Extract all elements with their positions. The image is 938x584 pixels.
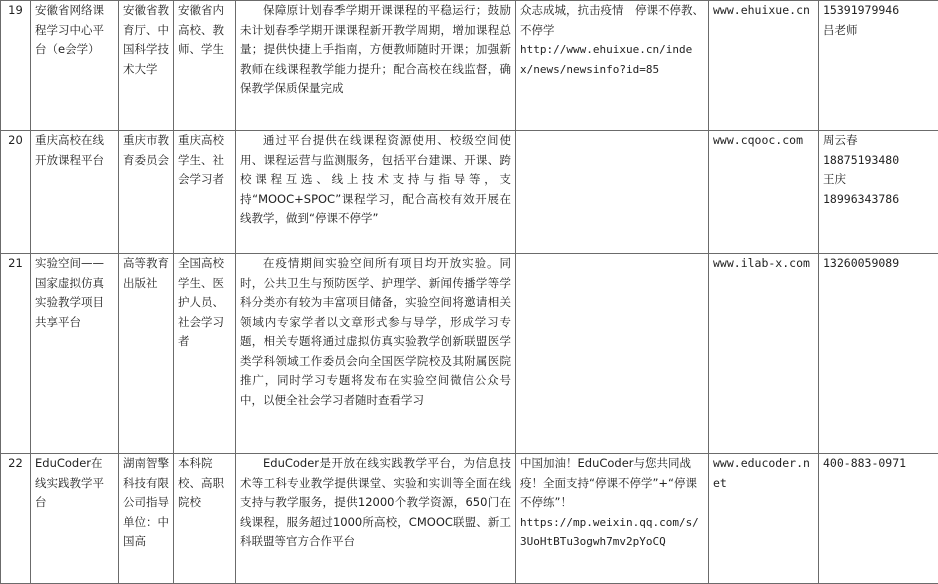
contact-phone: 15391979946 bbox=[823, 1, 934, 21]
platform-name: 实验空间——国家虚拟仿真实验教学项目共享平台 bbox=[31, 254, 119, 454]
contact-phone: 18996343786 bbox=[823, 190, 934, 210]
slogan-cell bbox=[516, 131, 709, 254]
slogan-link[interactable]: https://mp.weixin.qq.com/s/3UoHtBTu3ogwh7mv2pYoCQ bbox=[520, 513, 704, 552]
slogan-cell bbox=[516, 454, 709, 584]
contact-phone: 18875193480 bbox=[823, 151, 934, 171]
service-description-text: EduCoder是开放在线实践教学平台，为信息技术等工科专业教学提供课堂、实验和实训等全面在线支持与教学服务，提供12000个教学资源，650门在线课程，服务超过1000所高校，CMOOC联盟、新工科联盟等官方合作平台 bbox=[240, 454, 511, 552]
contact-cell bbox=[819, 1, 938, 131]
platform-name: EduCoder在线实践教学平台 bbox=[31, 454, 119, 584]
contact-cell bbox=[819, 131, 938, 254]
organizer: 安徽省教育厅、中国科学技术大学 bbox=[119, 1, 174, 131]
website-link[interactable]: www.ehuixue.cn bbox=[709, 1, 819, 131]
website-link[interactable]: www.cqooc.com bbox=[709, 131, 819, 254]
organizer: 高等教育出版社 bbox=[119, 254, 174, 454]
slogan-link[interactable]: http://www.ehuixue.cn/index/news/newsinfo?id=85 bbox=[520, 40, 704, 79]
service-description bbox=[236, 1, 516, 131]
contact-phone: 400-883-0971 bbox=[823, 454, 934, 474]
contact-name: 周云春 bbox=[823, 131, 934, 151]
slogan-cell bbox=[516, 254, 709, 454]
organizer: 湖南智擎科技有限公司指导单位：中国高 bbox=[119, 454, 174, 584]
row-number: 21 bbox=[1, 254, 31, 454]
row-number: 20 bbox=[1, 131, 31, 254]
service-description-text: 通过平台提供在线课程资源使用、校级空间使用、课程运营与监测服务，包括平台建课、开课、跨校课程互选、线上技术支持与指导等，支持“MOOC+SPOC”课程学习，配合高校有效开展在线教学，做到“停课不停学” bbox=[240, 131, 511, 229]
service-description bbox=[236, 131, 516, 254]
service-description bbox=[236, 254, 516, 454]
slogan-text: 众志成城，抗击疫情 停课不停教、不停学 bbox=[520, 1, 704, 40]
contact-name: 王庆 bbox=[823, 170, 934, 190]
slogan-text: 中国加油！EduCoder与您共同战疫！全面支持“停课不停学”+“停课不停练”！ bbox=[520, 454, 704, 513]
website-link[interactable]: www.ilab-x.com bbox=[709, 254, 819, 454]
service-description-text: 在疫情期间实验空间所有项目均开放实验。同时，公共卫生与预防医学、护理学、新闻传播学等学科分类亦有较为丰富项目储备，实验空间将邀请相关领域内专家学者以文章形式参与导学，形成学习专题，相关专题将通过虚拟仿真实验教学创新联盟医学类学科领域工作委员会向全国医学院校及其附属医院推广，同时学习专题将发布在实验空间微信公众号中，以便全社会学习者随时查看学习 bbox=[240, 254, 511, 410]
target-audience: 安徽省内高校、教师、学生 bbox=[174, 1, 236, 131]
table-row bbox=[1, 454, 938, 584]
target-audience: 全国高校学生、医护人员、社会学习者 bbox=[174, 254, 236, 454]
contact-name: 吕老师 bbox=[823, 21, 934, 41]
target-audience: 本科院校、高职院校 bbox=[174, 454, 236, 584]
table-row bbox=[1, 254, 938, 454]
contact-phone: 13260059089 bbox=[823, 254, 934, 274]
organizer: 重庆市教育委员会 bbox=[119, 131, 174, 254]
service-description-text: 保障原计划春季学期开课课程的平稳运行；鼓励未计划春季学期开课课程新开教学周期，增加课程总量；提供快捷上手指南，方便教师随时开课；加强新教师在线课程教学能力提升；配合高校在线监督，确保教学保质保量完成 bbox=[240, 1, 511, 99]
contact-cell bbox=[819, 454, 938, 584]
service-description bbox=[236, 454, 516, 584]
table-row bbox=[1, 131, 938, 254]
row-number: 19 bbox=[1, 1, 31, 131]
slogan-cell bbox=[516, 1, 709, 131]
website-link[interactable]: www.educoder.net bbox=[709, 454, 819, 584]
row-number: 22 bbox=[1, 454, 31, 584]
target-audience: 重庆高校学生、社会学习者 bbox=[174, 131, 236, 254]
contact-cell bbox=[819, 254, 938, 454]
platform-name: 重庆高校在线开放课程平台 bbox=[31, 131, 119, 254]
platform-name: 安徽省网络课程学习中心平台（e会学） bbox=[31, 1, 119, 131]
table-row bbox=[1, 1, 938, 131]
